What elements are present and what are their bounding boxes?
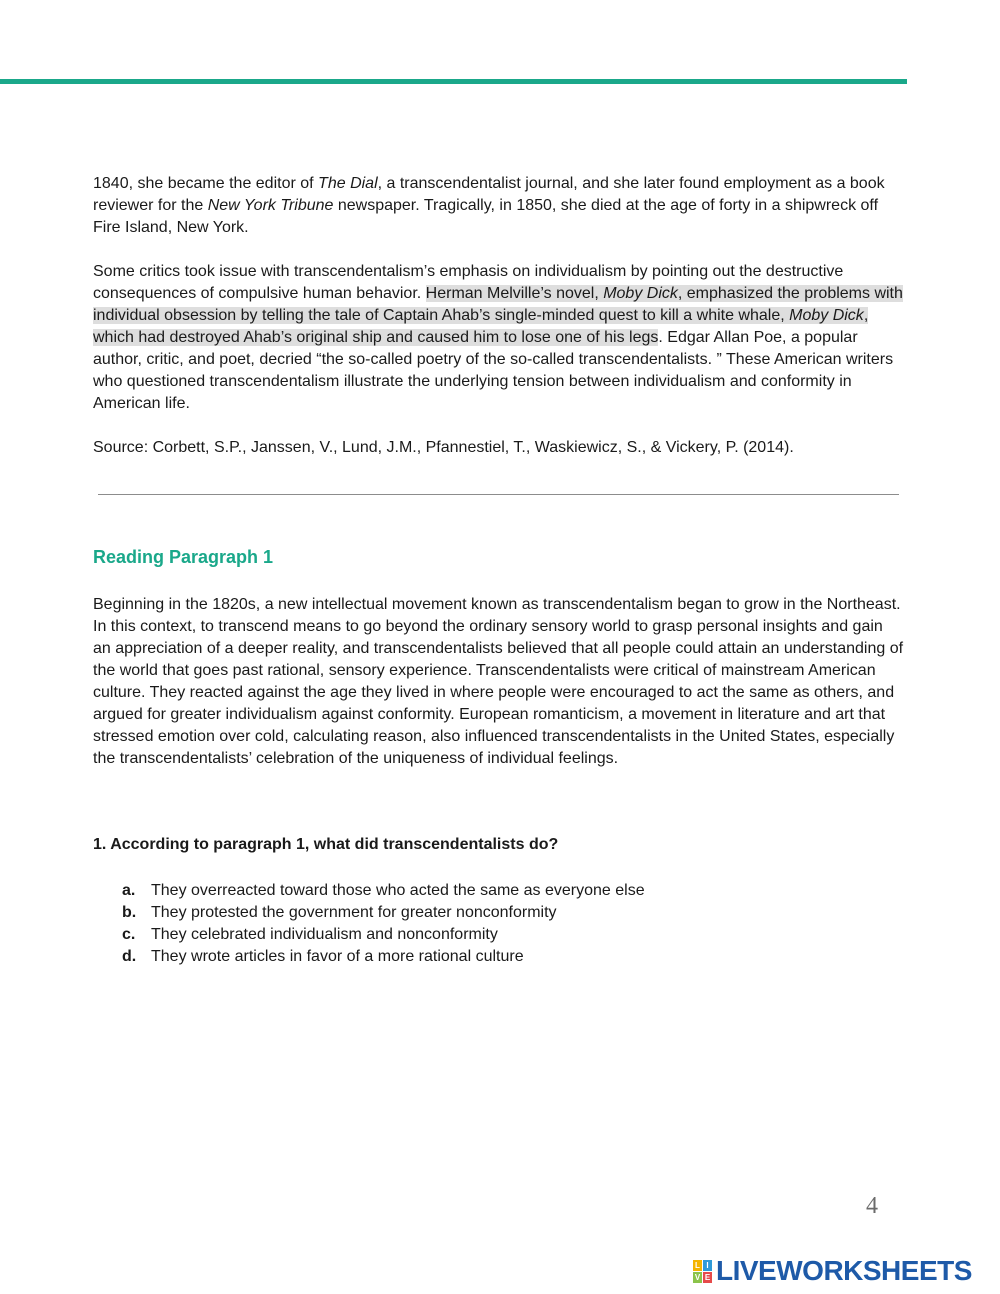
p2-text-d: , emphasized the problems with individual obsession by telling the tale of Captain Ahab’s single-minded quest to kill a white whale, bbox=[93, 285, 903, 324]
logo-block-v: V bbox=[694, 1272, 701, 1282]
p2-text-b: Herman Melville’s novel, bbox=[425, 285, 604, 302]
p1-text-c: , a transcendentalist journal, and she later found employment as a book reviewer for the bbox=[93, 175, 885, 214]
brand-name: LIVEWORKSHEETS bbox=[716, 1255, 972, 1286]
answer-option-b[interactable] bbox=[122, 902, 645, 924]
reading-paragraph bbox=[93, 594, 905, 770]
p1-text-e: newspaper. Tragically, in 1850, she died at the age of forty in a shipwreck off Fire Island, New York. bbox=[93, 197, 879, 236]
answer-options bbox=[122, 880, 645, 968]
question-prompt: 1. According to paragraph 1, what did transcendentalists do? bbox=[93, 836, 559, 853]
novel-title: Moby Dick bbox=[603, 285, 678, 302]
passage-paragraph-critics bbox=[93, 261, 905, 415]
page-number: 4 bbox=[866, 1193, 878, 1219]
answer-option-c[interactable] bbox=[122, 924, 645, 946]
option-text: They celebrated individualism and nonconformity bbox=[151, 926, 498, 943]
option-letter: a. bbox=[122, 882, 136, 899]
logo-block-i: I bbox=[703, 1260, 712, 1271]
p2-text-a: Some critics took issue with transcendentalism’s emphasis on individualism by pointing out the destructive consequences of compulsive human behavior. bbox=[93, 263, 844, 302]
source-citation bbox=[93, 437, 905, 459]
answer-option-a[interactable] bbox=[122, 880, 645, 902]
reading-text: Beginning in the 1820s, a new intellectual movement known as transcendentalism began to grow in the Northeast. In this context, to transcend means to go beyond the ordinary sensory world to grasp personal insights and gain an appreciation of a deeper reality, and transcendentalists believed that all people could attain an understanding of the world that goes past rational, sensory experience. Transcendentalists were critical of mainstream American culture. They reacted against the age they lived in where people were encouraged to act the same as others, and argued for greater individualism against conformity. European romanticism, a movement in literature and art that stressed emotion over cold, calculating reason, also influenced transcendentalists in the United States, especially the transcendentalists’ celebration of the uniqueness of individual feelings. bbox=[93, 596, 904, 767]
journal-title: The Dial bbox=[318, 175, 378, 192]
option-letter: d. bbox=[122, 948, 137, 965]
live-blocks-icon bbox=[693, 1260, 712, 1283]
p1-text-a: 1840, she became the editor of bbox=[93, 175, 319, 192]
option-text: They protested the government for greater nonconformity bbox=[151, 904, 557, 921]
option-text: They wrote articles in favor of a more rational culture bbox=[151, 948, 524, 965]
logo-block-l: L bbox=[693, 1260, 702, 1271]
option-text: They overreacted toward those who acted the same as everyone else bbox=[151, 882, 645, 899]
whale-name: Moby Dick bbox=[789, 307, 864, 324]
option-letter: b. bbox=[122, 904, 137, 921]
option-letter: c. bbox=[122, 926, 136, 943]
section-divider bbox=[98, 494, 899, 495]
header-accent-bar bbox=[0, 79, 907, 84]
p2-text-g: . Edgar Allan Poe, a popular author, critic, and poet, decried “the so-called poetry of the so-called transcendentalists. ” These American writers who questioned transcendentalism illustrate the underlying tension between individualism and conformity in American life. bbox=[93, 329, 894, 412]
logo-block-e: E bbox=[704, 1272, 711, 1282]
reading-heading: Reading Paragraph 1 bbox=[93, 547, 274, 567]
liveworksheets-logo[interactable] bbox=[693, 1255, 972, 1287]
p2-text-f: , which had destroyed Ahab’s original ship and caused him to lose one of his legs bbox=[93, 307, 869, 346]
source-text: Source: Corbett, S.P., Janssen, V., Lund, J.M., Pfannestiel, T., Waskiewicz, S., & Vickery, P. (2014). bbox=[93, 439, 794, 456]
newspaper-title: New York Tribune bbox=[207, 197, 334, 214]
passage-paragraph-continued bbox=[93, 173, 905, 239]
answer-option-d[interactable] bbox=[122, 946, 645, 968]
